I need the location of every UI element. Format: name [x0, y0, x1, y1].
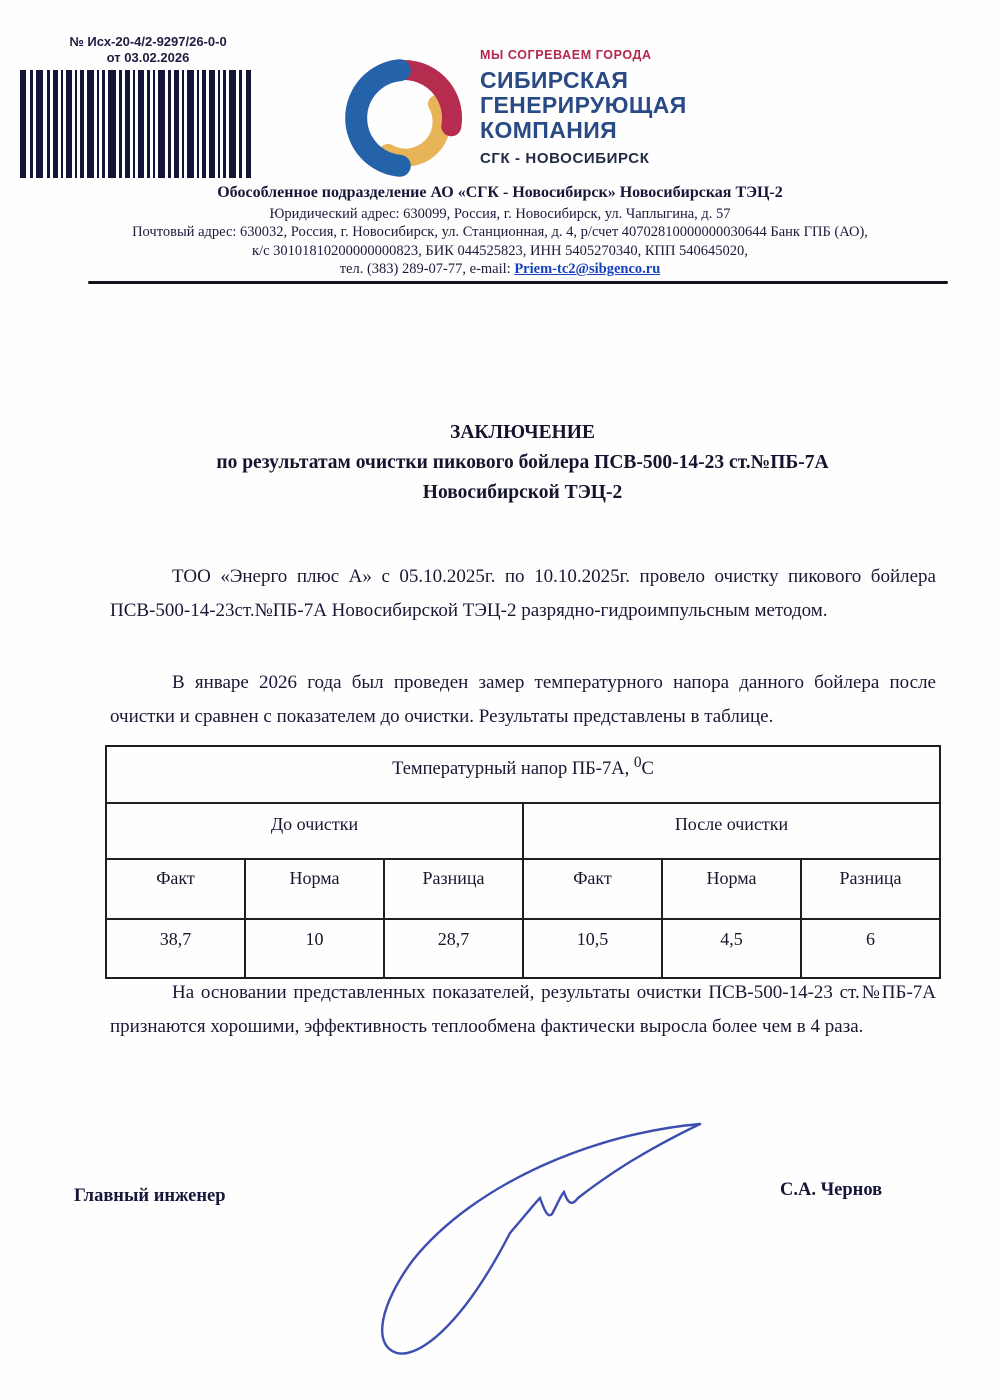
logo-company-line: СИБИРСКАЯ [480, 67, 629, 93]
reference-date: от 03.02.2026 [106, 50, 190, 65]
org-bank-details: к/с 30101810200000000823, БИК 044525823, ИНН 5405270340, КПП 540645020, [252, 242, 748, 259]
table-value-cell: 10 [245, 919, 384, 978]
title-line-2: по результатам очистки пикового бойлера ПСВ-500-14-23 ст.№ПБ-7А [216, 452, 829, 473]
org-phone: тел. (383) 289-07-77, e-mail: [339, 261, 515, 277]
table-value-cell: 6 [801, 919, 940, 978]
table-header-cell: Факт [523, 859, 662, 919]
title-line-3: Новосибирской ТЭЦ-2 [422, 482, 623, 503]
document-title [110, 418, 935, 508]
table-title: Температурный напор ПБ-7А, $^0$С [106, 746, 940, 803]
barcode-image [20, 70, 252, 183]
table-title-superscript: 0 [633, 754, 642, 771]
title-line-1: ЗАКЛЮЧЕНИЕ [450, 422, 595, 443]
company-logo-icon [344, 52, 464, 189]
table-value-cell: 28,7 [384, 919, 523, 978]
signer-name: С.А. Чернов [780, 1180, 883, 1200]
paragraph-cleaning-summary: ТОО «Энерго плюс А» с 05.10.2025г. по 10.10.2025г. провело очистку пикового бойлера ПСВ-500-14-23ст.№ПБ-7А Новосибирской ТЭЦ-2 разрядно-гидроимпульсным методом. [110, 566, 936, 621]
logo-company-line: ГЕНЕРИРУЮЩАЯ [480, 92, 687, 118]
table-header-cell: Норма [662, 859, 801, 919]
org-postal-address: Почтовый адрес: 630032, Россия, г. Новосибирск, ул. Станционная, д. 4, р/счет 40702810000000030644 Банк ГПБ (АО), [132, 224, 868, 240]
paragraph-measurement: В январе 2026 года был проведен замер температурного напора данного бойлера после очистки и сравнен с показателем до очистки. Результаты представлены в таблице. [110, 672, 936, 727]
table-header-cell: Разница [384, 859, 523, 919]
table-header-cell: Факт [106, 859, 245, 919]
table-value-cell: 4,5 [662, 919, 801, 978]
org-name: Обособленное подразделение АО «СГК - Новосибирск» Новосибирская ТЭЦ-2 [217, 184, 783, 201]
reference-number: № Исх-20-4/2-9297/26-0-0 [69, 34, 227, 49]
org-legal-address: Юридический адрес: 630099, Россия, г. Новосибирск, ул. Чаплыгина, д. 57 [269, 205, 731, 222]
table-group-after: После очистки [523, 803, 940, 859]
table-group-before: До очистки [106, 803, 523, 859]
table-value-cell: 10,5 [523, 919, 662, 978]
signer-role: Главный инженер [74, 1186, 226, 1206]
logo-branch: СГК - НОВОСИБИРСК [480, 150, 650, 167]
table-header-cell: Норма [245, 859, 384, 919]
logo-company-line: КОМПАНИЯ [480, 117, 618, 143]
org-contacts [40, 260, 960, 279]
table-value-cell: 38,7 [106, 919, 245, 978]
logo-text-block [480, 48, 780, 167]
logo-tagline: МЫ СОГРЕВАЕМ ГОРОДА [480, 48, 652, 62]
paragraph-conclusion: На основании представленных показателей, результаты очистки ПСВ-500-14-23 ст.№ПБ-7А признаются хорошими, эффективность теплообмена фактически выросла более чем в 4 раза. [110, 982, 936, 1037]
reference-block [48, 34, 248, 66]
email-link[interactable]: Priem-tc2@sibgenco.ru [514, 261, 661, 277]
org-header [40, 184, 960, 279]
temperature-results-table [105, 745, 941, 979]
table-header-cell: Разница [801, 859, 940, 919]
header-divider [88, 281, 948, 284]
signature-image [355, 1115, 725, 1370]
